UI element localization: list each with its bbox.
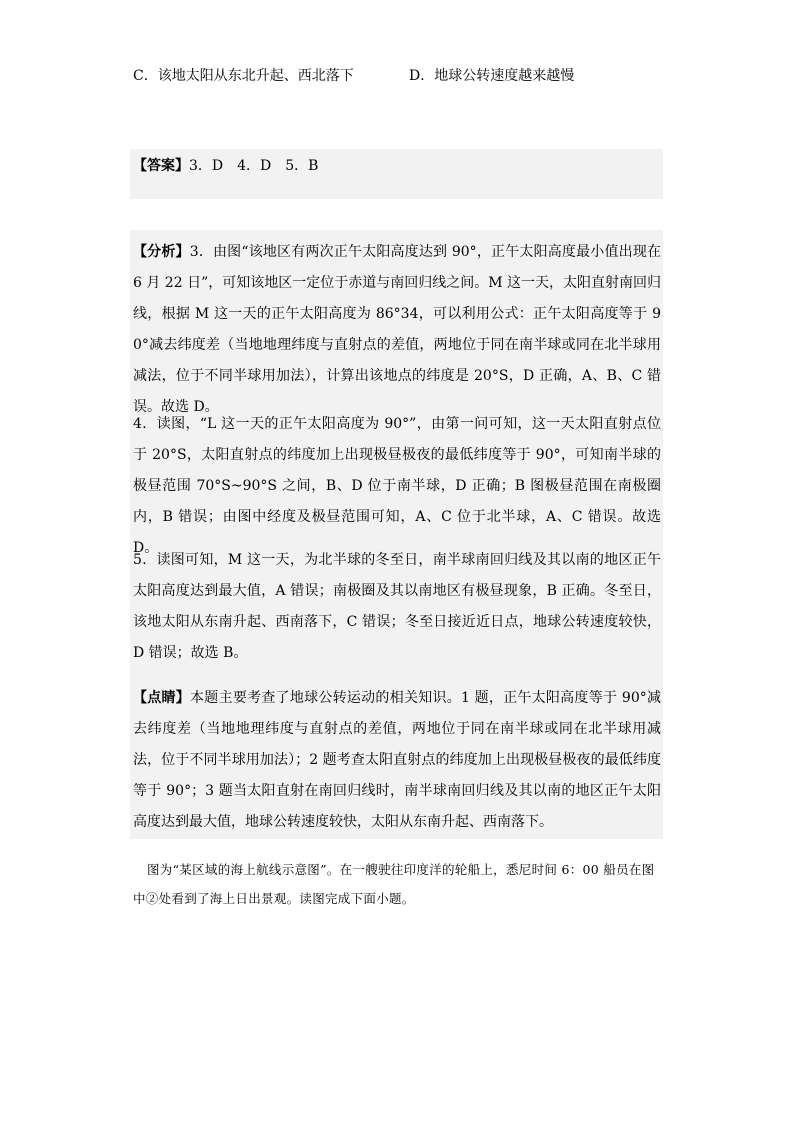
option-d: D．地球公转速度越来越慢: [409, 68, 575, 84]
analysis-text-3: 3．由图“该地区有两次正午太阳高度达到 90°，正午太阳高度最小值出现在 6 月 22 日”，可知该地区一定位于赤道与南回归线之间。M 这一天，太阳直射南回归线，根据 M 这一天的正午太阳高度为 86°34，可以利用公式：正午太阳高度等于 90°减去纬度差（当地地理纬度与直射点的差值，两地位于同在南半球或同在北半球用减法，位于不同半球用加法），计算出该地点的纬度是 20°S，D 正确，A、B、C 错误。故选 D。: [133, 244, 662, 415]
analysis-paragraph-4: [133, 409, 661, 564]
answer-label: 【答案】: [133, 158, 189, 174]
analysis-paragraph-5: [133, 545, 661, 669]
comment-label: 【点睛】: [133, 690, 191, 706]
next-question-stem: [133, 855, 661, 913]
answer-text: 3．D 4．D 5．B: [189, 158, 319, 174]
comment-text: 本题主要考查了地球公转运动的相关知识。1 题，正午太阳高度等于 90°减去纬度差（当地地理纬度与直射点的差值，两地位于同在南半球或同在北半球用减法，位于不同半球用加法）；2 题考查太阳直射点的纬度加上出现极昼极夜的最低纬度等于 90°；3 题当太阳直射在南回归线时，南半球南回归线及其以南的地区正午太阳高度达到最大值，地球公转速度较快，太阳从东南升起、西南落下。: [133, 690, 662, 830]
next-question-text: 图为“某区域的海上航线示意图”。在一艘驶往印度洋的轮船上，悉尼时间 6：00 船员在图中②处看到了海上日出景观。读图完成下面小题。: [133, 862, 655, 906]
analysis-label: 【分析】: [133, 244, 190, 260]
analysis-paragraph-3: [133, 237, 661, 423]
analysis-text-5: 5．读图可知，M 这一天，为北半球的冬至日，南半球南回归线及其以南的地区正午太阳高度达到最大值，A 错误；南极圈及其以南地区有极昼现象，B 正确。冬至日，该地太阳从东南升起、西南落下，C 错误；冬至日接近近日点，地球公转速度较快，D 错误；故选 B。: [133, 552, 661, 661]
analysis-text-4: 4．读图，“L 这一天的正午太阳高度为 90°”，由第一问可知，这一天太阳直射点位于 20°S，太阳直射点的纬度加上出现极昼极夜的最低纬度等于 90°，可知南半球的极昼范围 70°S~90°S 之间，B、D 位于南半球，D 正确；B 图极昼范围在南极圈内，B 错误；由图中经度及极昼范围可知，A、C 位于北半球，A、C 错误。故选 D。: [133, 416, 661, 556]
answer-line: [133, 151, 661, 182]
comment-paragraph: [133, 683, 661, 838]
option-c: C．该地太阳从东北升起、西北落下: [133, 68, 354, 84]
